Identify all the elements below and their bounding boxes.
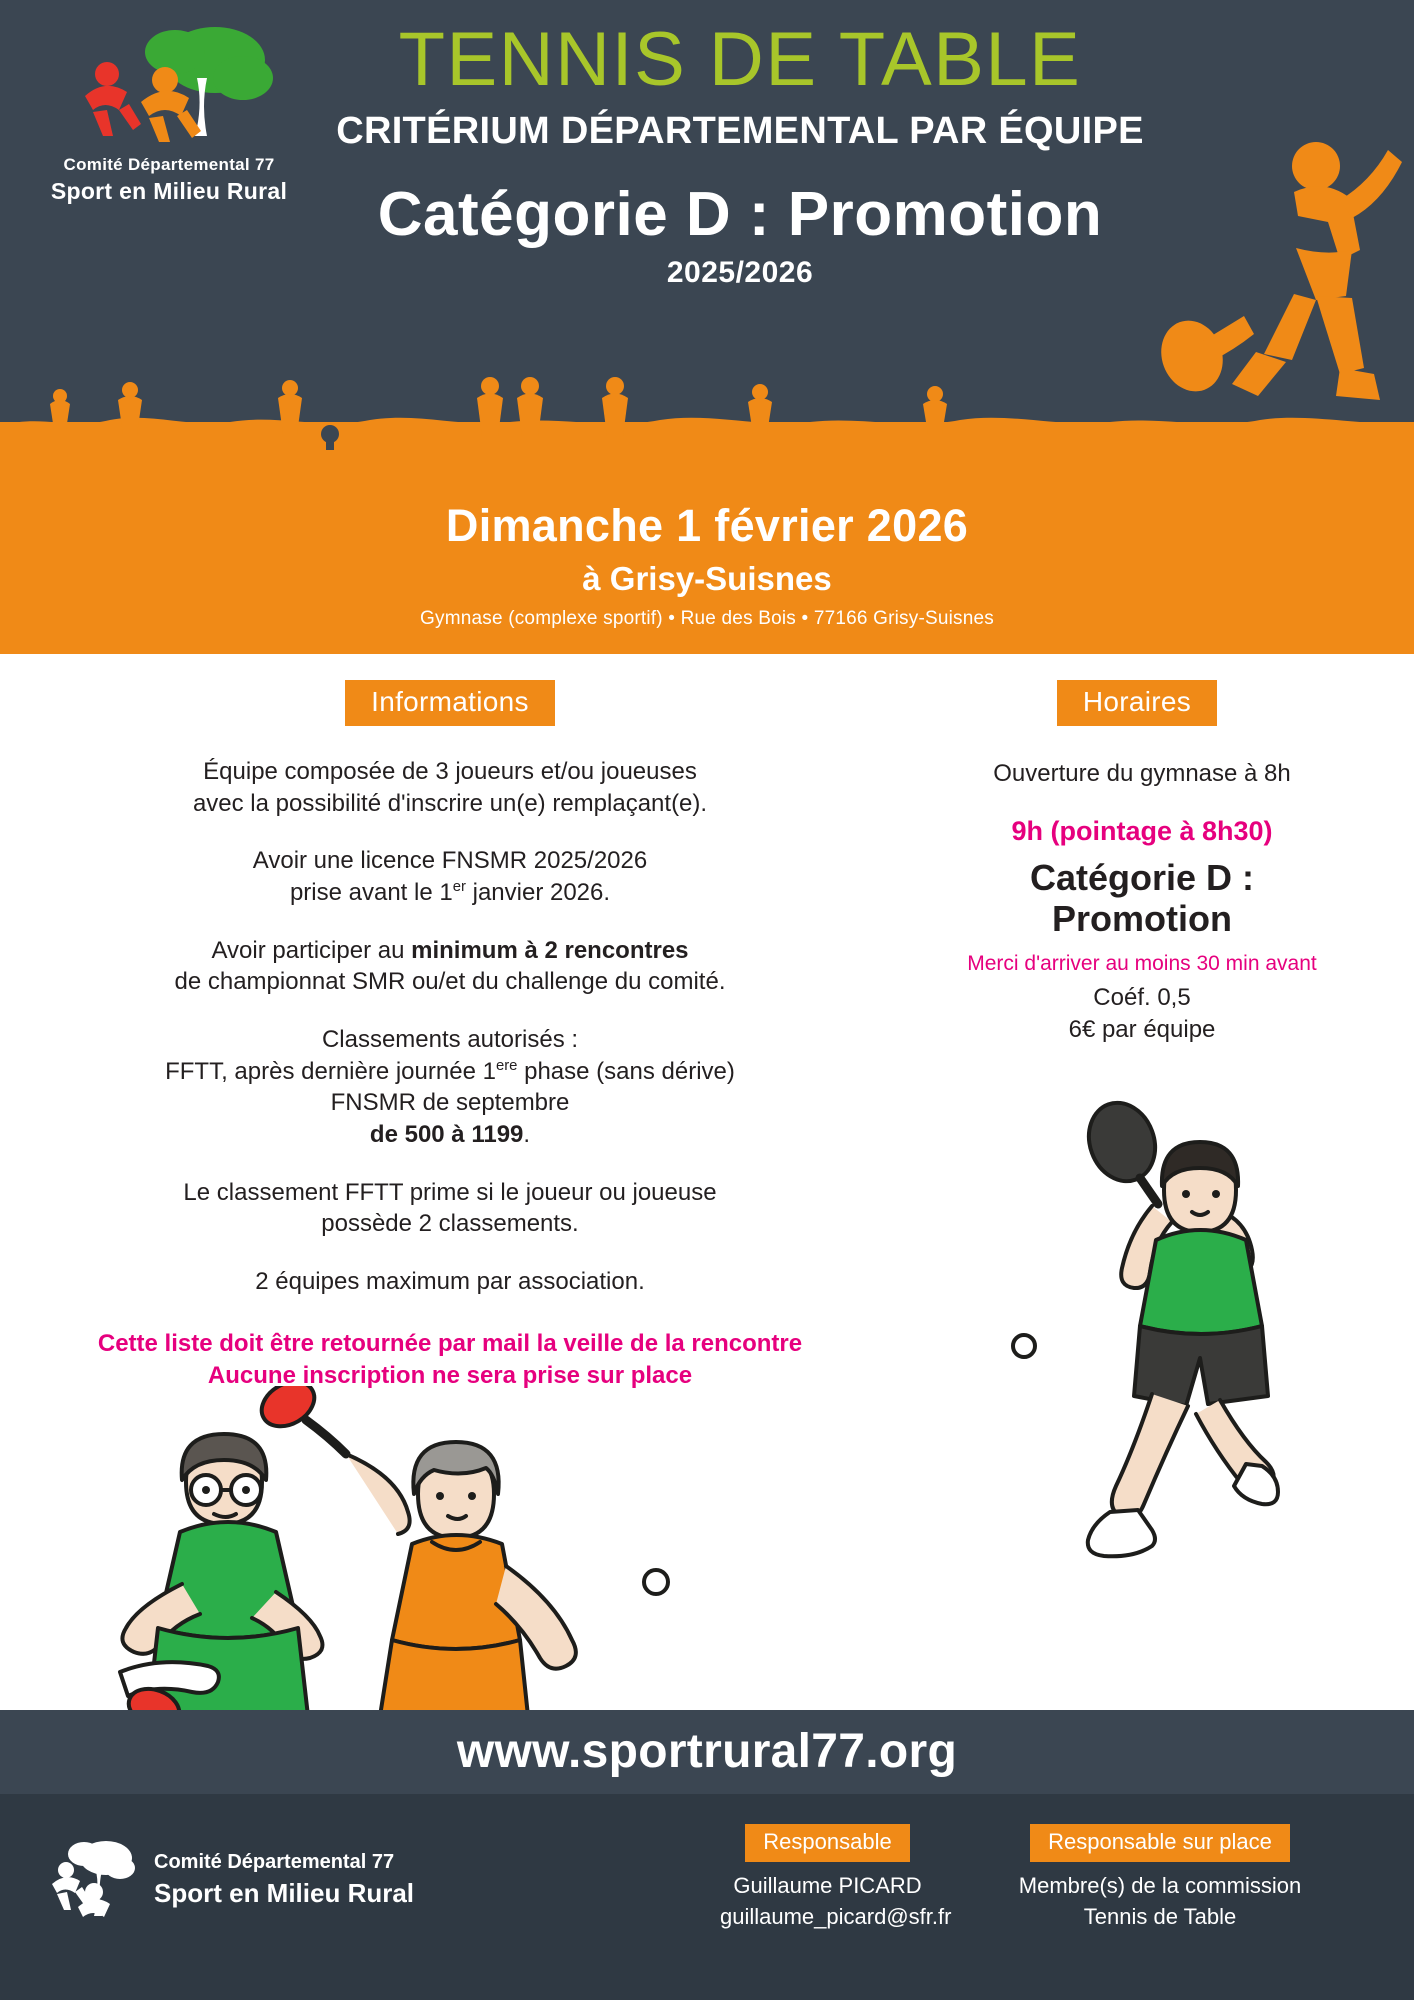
info-3-line1b: minimum à 2 rencontres [411,936,689,964]
responsable-place-line1: Membre(s) de la commission [1018,1873,1302,1898]
info-3-line1a: Avoir participer au [211,936,412,964]
info-5-line2: possède 2 classements. [321,1210,579,1238]
header-title-block [240,17,1240,290]
info-2-line1: Avoir une licence FNSMR 2025/2026 [252,847,648,875]
horaires-column [900,654,1414,1044]
info-1-line2: avec la possibilité d'inscrire un(e) remplaçant(e). [192,789,708,817]
informations-heading: Informations [345,680,555,726]
arrival-note: Merci d'arriver au moins 30 min avant [967,951,1317,975]
event-place: à Grisy-Suisnes [582,560,832,597]
warning-block [0,1328,900,1393]
poster-footer [0,1794,1414,2000]
player-green-illustration [1004,1094,1334,1674]
info-4-line4: de 500 à 1199 [369,1121,524,1149]
responsable-place-block [1000,1824,1320,1931]
info-4-line2a: FFTT, après dernière journée 1 [165,1057,496,1085]
gym-opening: Ouverture du gymnase à 8h [993,760,1291,787]
info-1-line1: Équipe composée de 3 joueurs et/ou joueuses [203,758,697,785]
info-4-sup: ere [495,1057,518,1074]
info-4-line1: Classements autorisés : [321,1026,579,1054]
category-title: Catégorie D : Promotion [377,180,1103,249]
responsable-name: Guillaume PICARD [733,1873,922,1898]
info-4-line3: FNSMR de septembre [330,1089,570,1117]
info-5-line1: Le classement FFTT prime si le joueur ou joueuse [183,1178,717,1206]
info-paragraph-3 [0,935,900,998]
event-date: Dimanche 1 février 2026 [445,500,969,551]
footer-logo-line1: Comité Départemental 77 [154,1851,395,1873]
info-paragraph-1 [0,756,900,819]
warning-line1: Cette liste doit être retournée par mail la veille de la rencontre [97,1329,803,1357]
logo-line1: Comité Départemental 77 [63,155,275,174]
informations-column [0,654,900,1393]
info-2-sup: er [452,879,466,896]
poster-content [0,654,1414,1710]
start-time: 9h (pointage à 8h30) [1011,816,1273,846]
responsable-heading: Responsable [745,1824,909,1862]
players-pair-illustration [100,1386,860,1716]
page-title: TENNIS DE TABLE [398,17,1082,102]
season-label: 2025/2026 [666,256,814,289]
horaires-category-line2: Promotion [1052,898,1232,940]
cdsmr-footer-logo-icon [44,1832,140,1928]
footer-logo [44,1832,414,1928]
responsable-place-line2: Tennis de Table [1083,1903,1237,1929]
horaires-category-line1: Catégorie D : [1029,857,1255,898]
responsable-block [720,1824,952,1931]
website-url[interactable]: www.sportrural77.org [0,1710,1414,1794]
event-band [0,478,1414,654]
info-paragraph-2 [0,845,900,908]
warning-line2: Aucune inscription ne sera prise sur place [207,1362,693,1390]
info-paragraph-6: 2 équipes maximum par association. [255,1268,645,1296]
info-2-line2a: prise avant le 1 [289,879,453,907]
coefficient: Coéf. 0,5 [1093,983,1191,1011]
event-address: Gymnase (complexe sportif) • Rue des Bois • 77166 Grisy-Suisnes [420,608,994,629]
responsable-place-heading: Responsable sur place [1030,1824,1290,1862]
page-subtitle: CRITÉRIUM DÉPARTEMENTAL PAR ÉQUIPE [336,110,1144,152]
responsable-email[interactable]: guillaume_picard@sfr.fr [720,1903,952,1929]
info-3-line2: de championnat SMR ou/et du challenge du comité. [174,968,726,996]
horaires-category [900,857,1414,940]
price-per-team: 6€ par équipe [1068,1015,1216,1043]
info-4-line2b: phase (sans dérive) [517,1057,735,1085]
info-paragraph-4 [0,1024,900,1151]
info-4-line4-end: . [523,1121,531,1149]
info-paragraph-5 [0,1177,900,1240]
horaires-heading: Horaires [1057,680,1217,726]
poster-header [0,0,1414,478]
info-2-line2b: janvier 2026. [465,879,611,907]
logo-line2: Sport en Milieu Rural [50,178,288,204]
footer-logo-line2: Sport en Milieu Rural [154,1878,415,1908]
